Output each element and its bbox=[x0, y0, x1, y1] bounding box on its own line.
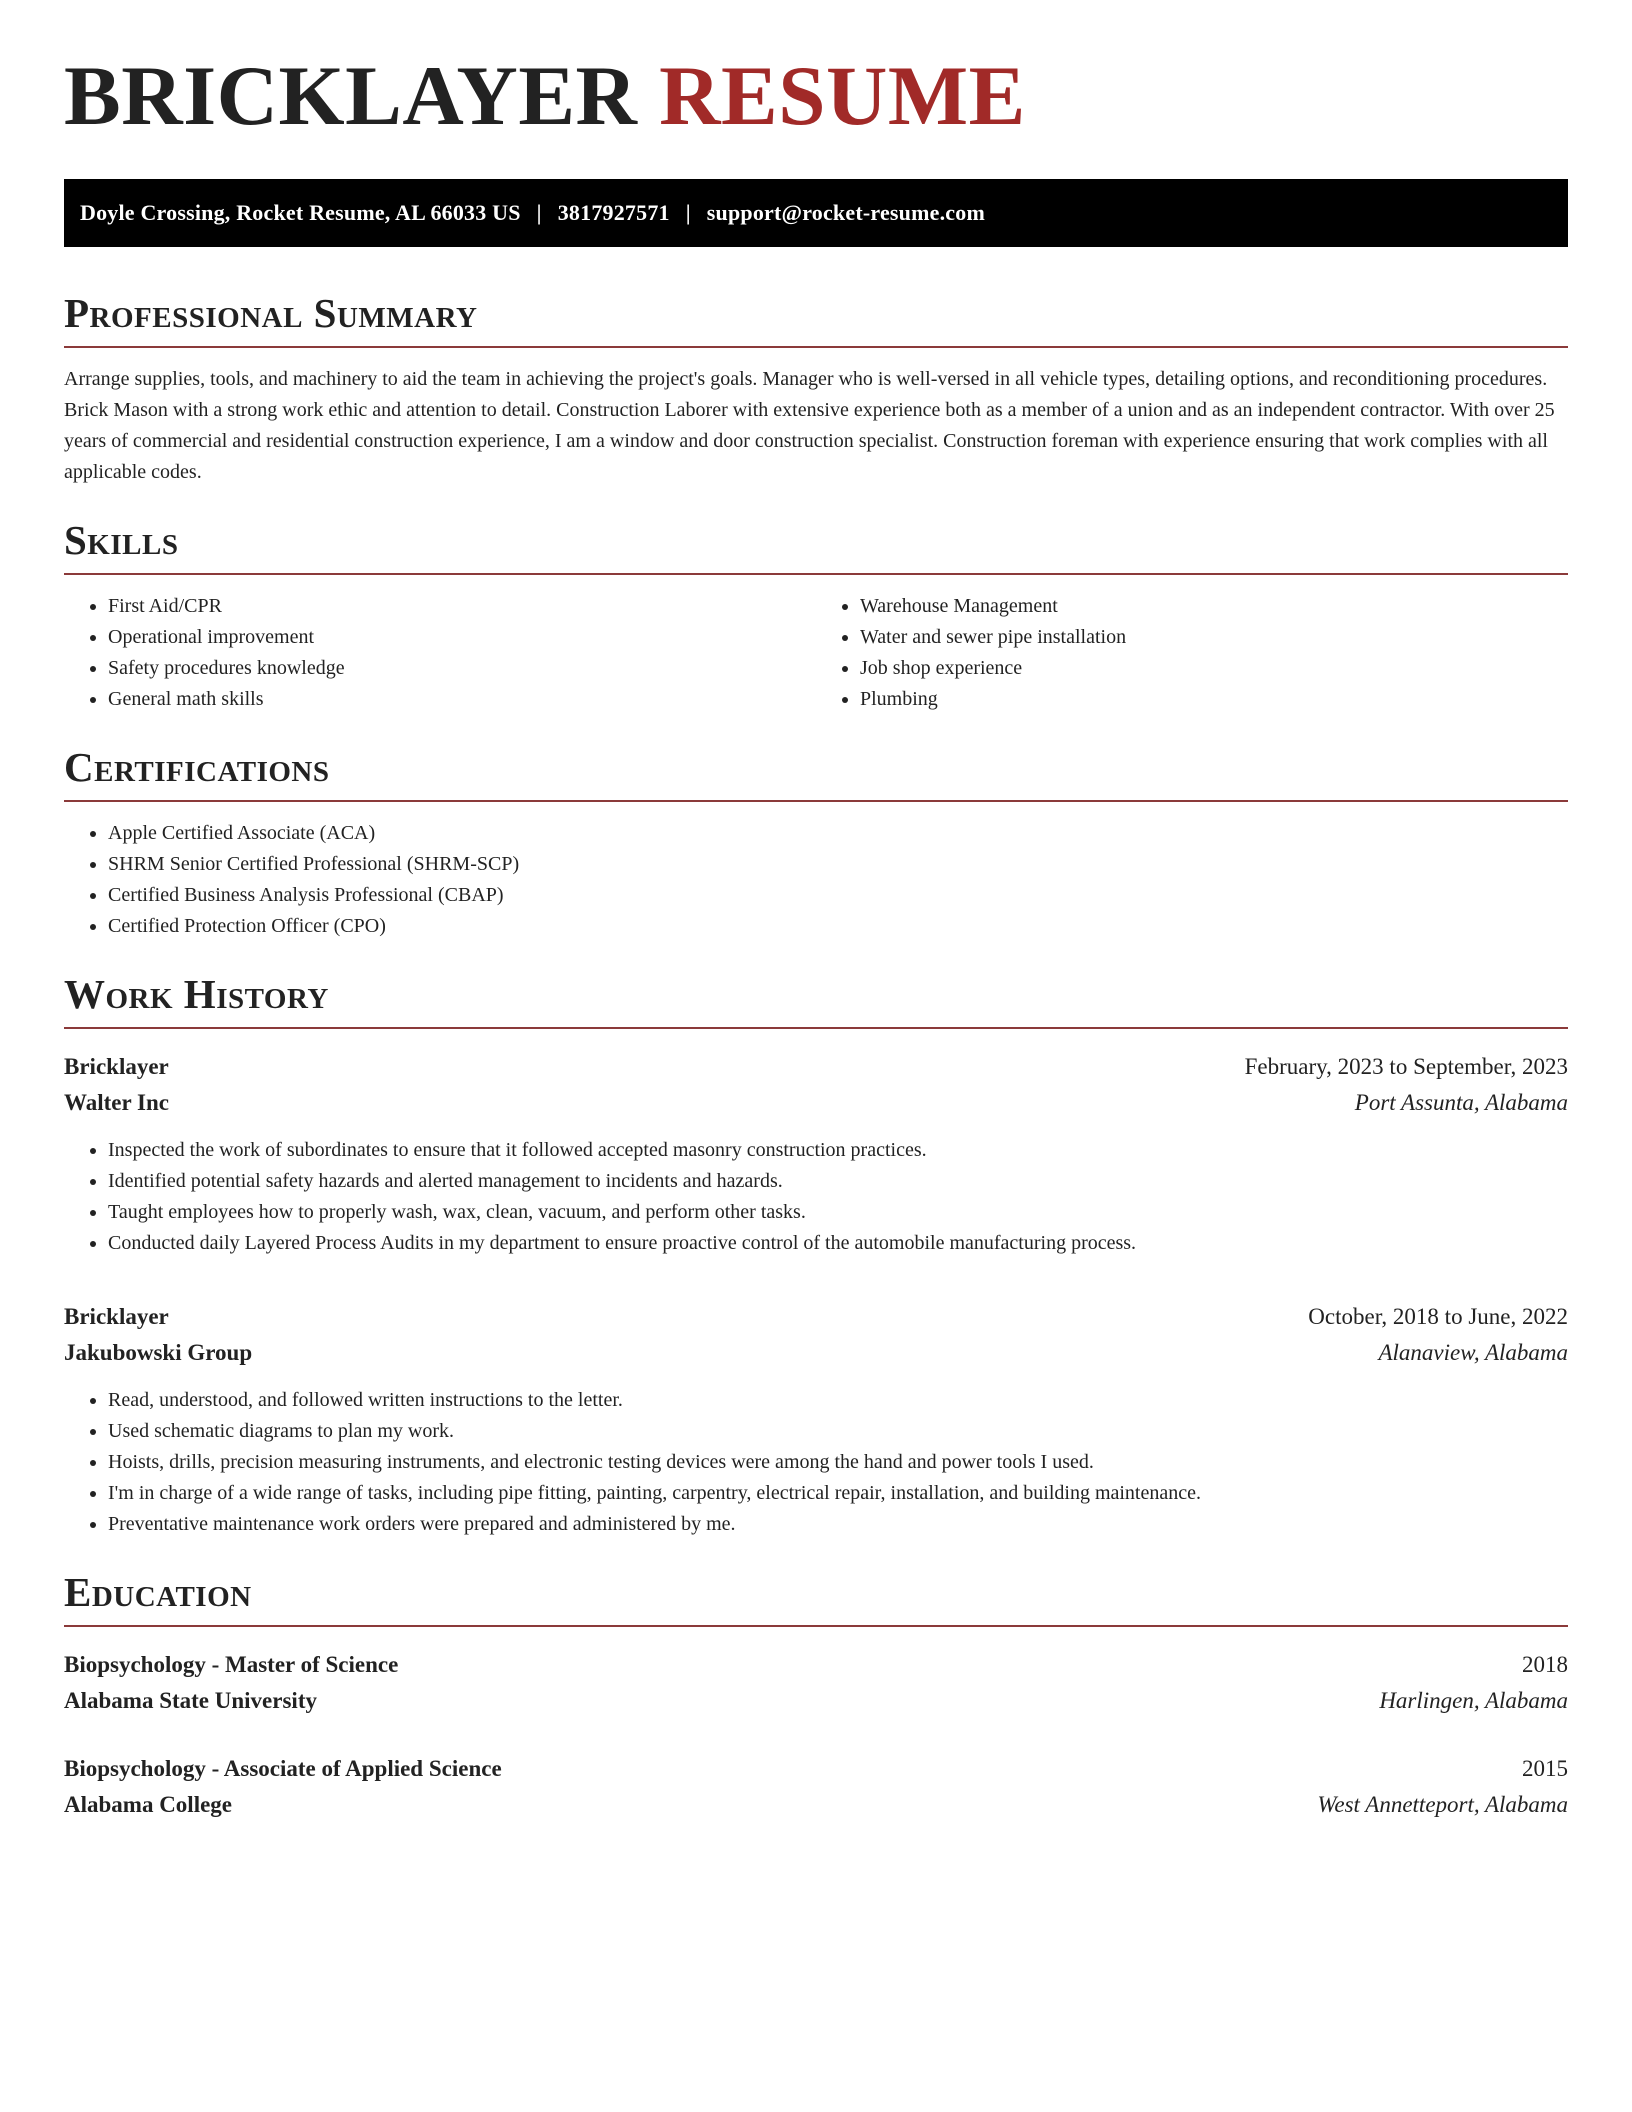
job-title: Bricklayer bbox=[64, 1054, 169, 1080]
education-school-row bbox=[64, 1787, 1568, 1823]
job-header-row bbox=[64, 1299, 1568, 1335]
job-company-row bbox=[64, 1085, 1568, 1121]
job-duties-list bbox=[64, 1385, 1568, 1540]
list-item: • SHRM Senior Certified Professional (SHRM-SCP) bbox=[108, 849, 1568, 880]
contact-separator: | bbox=[536, 200, 542, 225]
certifications-list bbox=[64, 818, 1568, 942]
education-year: 2018 bbox=[1522, 1652, 1568, 1678]
education-location: West Annetteport, Alabama bbox=[1317, 1792, 1568, 1818]
job-header-row bbox=[64, 1049, 1568, 1085]
job-company: Jakubowski Group bbox=[64, 1340, 253, 1366]
list-item: • Warehouse Management bbox=[860, 591, 1568, 622]
contact-phone: 3817927571 bbox=[557, 200, 670, 225]
title-main: BRICKLAYER bbox=[64, 49, 638, 143]
education-entry bbox=[64, 1751, 1568, 1823]
education-school: Alabama State University bbox=[64, 1688, 317, 1714]
education-heading: Education bbox=[64, 1570, 1568, 1627]
job-dates: October, 2018 to June, 2022 bbox=[1308, 1304, 1568, 1330]
education-school: Alabama College bbox=[64, 1792, 233, 1818]
list-item: • General math skills bbox=[108, 684, 816, 715]
list-item: • Job shop experience bbox=[860, 653, 1568, 684]
skills-heading: Skills bbox=[64, 518, 1568, 575]
job-entry bbox=[64, 1299, 1568, 1540]
job-location: Alanaview, Alabama bbox=[1378, 1340, 1568, 1366]
job-duties-list bbox=[64, 1135, 1568, 1259]
education-degree: Biopsychology - Associate of Applied Science bbox=[64, 1756, 502, 1782]
contact-separator: | bbox=[685, 200, 691, 225]
job-entry bbox=[64, 1049, 1568, 1259]
list-item: • Taught employees how to properly wash, wax, clean, vacuum, and perform other tasks. bbox=[108, 1197, 1568, 1228]
certifications-heading: Certifications bbox=[64, 745, 1568, 802]
education-school-row bbox=[64, 1683, 1568, 1719]
skills-grid bbox=[64, 591, 1568, 715]
job-company-row bbox=[64, 1335, 1568, 1371]
job-company: Walter Inc bbox=[64, 1090, 169, 1116]
list-item: • Safety procedures knowledge bbox=[108, 653, 816, 684]
education-entry bbox=[64, 1647, 1568, 1719]
list-item: • Inspected the work of subordinates to ensure that it followed accepted masonry construction practices. bbox=[108, 1135, 1568, 1166]
contact-address: Doyle Crossing, Rocket Resume, AL 66033 US bbox=[80, 200, 521, 225]
certifications-section bbox=[64, 745, 1568, 942]
work-history-section bbox=[64, 972, 1568, 1540]
list-item: • First Aid/CPR bbox=[108, 591, 816, 622]
summary-heading: Professional Summary bbox=[64, 291, 1568, 348]
resume-title bbox=[64, 49, 1568, 143]
summary-section bbox=[64, 291, 1568, 488]
list-item: • Plumbing bbox=[860, 684, 1568, 715]
education-degree: Biopsychology - Master of Science bbox=[64, 1652, 399, 1678]
job-dates: February, 2023 to September, 2023 bbox=[1244, 1054, 1568, 1080]
skills-list-right bbox=[816, 591, 1568, 715]
title-accent: RESUME bbox=[659, 49, 1026, 143]
list-item: • Used schematic diagrams to plan my work. bbox=[108, 1416, 1568, 1447]
skills-list-left bbox=[64, 591, 816, 715]
work-history-heading: Work History bbox=[64, 972, 1568, 1029]
education-section bbox=[64, 1570, 1568, 1823]
contact-bar bbox=[64, 179, 1568, 247]
list-item: • I'm in charge of a wide range of tasks, including pipe fitting, painting, carpentry, electrical repair, installation, and building maintenance. bbox=[108, 1478, 1568, 1509]
list-item: • Preventative maintenance work orders were prepared and administered by me. bbox=[108, 1509, 1568, 1540]
list-item: • Certified Protection Officer (CPO) bbox=[108, 911, 1568, 942]
contact-email: support@rocket-resume.com bbox=[706, 200, 985, 225]
list-item: • Operational improvement bbox=[108, 622, 816, 653]
list-item: • Apple Certified Associate (ACA) bbox=[108, 818, 1568, 849]
job-title: Bricklayer bbox=[64, 1304, 169, 1330]
summary-text: Arrange supplies, tools, and machinery to aid the team in achieving the project's goals. Manager who is well-versed in all vehicle types, detailing options, and reconditioning procedures. Brick Mason with a strong work ethic and attention to detail. Construction Laborer with extensive experience both as a member of a union and as an independent contractor. With over 25 years of commercial and residential construction experience, I am a window and door construction specialist. Construction foreman with experience ensuring that work complies with all applicable codes. bbox=[64, 368, 1555, 484]
list-item: • Water and sewer pipe installation bbox=[860, 622, 1568, 653]
list-item: • Hoists, drills, precision measuring instruments, and electronic testing devices were among the hand and power tools I used. bbox=[108, 1447, 1568, 1478]
education-year: 2015 bbox=[1522, 1756, 1568, 1782]
education-degree-row bbox=[64, 1647, 1568, 1683]
list-item: • Read, understood, and followed written instructions to the letter. bbox=[108, 1385, 1568, 1416]
skills-section bbox=[64, 518, 1568, 715]
list-item: • Identified potential safety hazards and alerted management to incidents and hazards. bbox=[108, 1166, 1568, 1197]
education-degree-row bbox=[64, 1751, 1568, 1787]
list-item: • Certified Business Analysis Professional (CBAP) bbox=[108, 880, 1568, 911]
list-item: • Conducted daily Layered Process Audits in my department to ensure proactive control of the automobile manufacturing process. bbox=[108, 1228, 1568, 1259]
job-location: Port Assunta, Alabama bbox=[1354, 1090, 1568, 1116]
education-location: Harlingen, Alabama bbox=[1379, 1688, 1568, 1714]
